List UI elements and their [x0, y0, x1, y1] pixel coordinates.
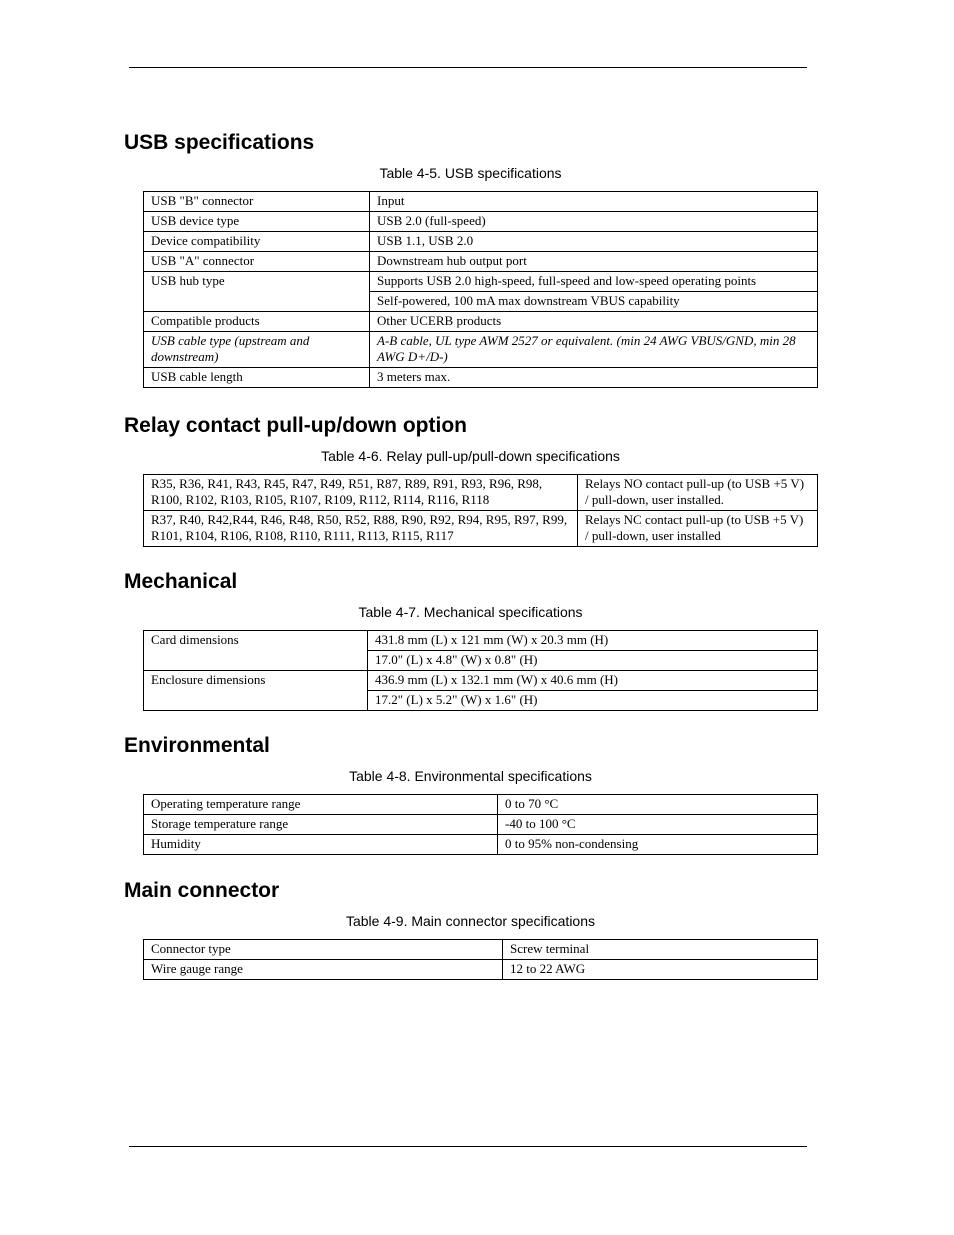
table-cell-value: Other UCERB products — [370, 312, 818, 332]
table-cell-label: Compatible products — [144, 312, 370, 332]
usb-specifications-table — [143, 191, 818, 388]
section-heading: USB specifications — [124, 131, 315, 154]
table-row — [144, 511, 818, 547]
table-row — [144, 368, 818, 388]
table-row — [144, 252, 818, 272]
section-heading: Mechanical — [124, 570, 238, 593]
table-row — [144, 835, 818, 855]
section-usb-specifications — [124, 131, 817, 384]
table-cell-label: Humidity — [144, 835, 498, 855]
table-cell-label: USB "B" connector — [144, 192, 370, 212]
table-cell-label: R37, R40, R42,R44, R46, R48, R50, R52, R88, R90, R92, R94, R95, R97, R99, R101, R104, R106, R108, R110, R111, R113, R115, R117 — [144, 511, 578, 547]
table-cell-value: 0 to 70 °C — [498, 795, 818, 815]
table-cell-value: 17.0" (L) x 4.8" (W) x 0.8" (H) — [368, 651, 818, 671]
section-environmental — [124, 734, 817, 851]
table-cell-label: Enclosure dimensions — [144, 671, 368, 711]
footer-rule — [129, 1146, 807, 1147]
main-connector-table — [143, 939, 818, 980]
table-caption: Table 4-7. Mechanical specifications — [358, 604, 583, 620]
section-mechanical — [124, 570, 817, 707]
table-cell-label: Connector type — [144, 940, 503, 960]
table-row — [144, 272, 818, 292]
section-heading: Relay contact pull-up/down option — [124, 414, 467, 437]
environmental-table — [143, 794, 818, 855]
table-row — [144, 960, 818, 980]
table-row — [144, 940, 818, 960]
section-relay-pull-up-down — [124, 414, 817, 543]
mechanical-table — [143, 630, 818, 711]
table-cell-value: 436.9 mm (L) x 132.1 mm (W) x 40.6 mm (H) — [368, 671, 818, 691]
table-cell-label: USB "A" connector — [144, 252, 370, 272]
table-cell-label: Wire gauge range — [144, 960, 503, 980]
table-cell-value: -40 to 100 °C — [498, 815, 818, 835]
header-rule — [129, 67, 807, 68]
relay-pull-up-down-table — [143, 474, 818, 547]
table-caption: Table 4-5. USB specifications — [379, 165, 562, 181]
table-cell-value: 17.2" (L) x 5.2" (W) x 1.6" (H) — [368, 691, 818, 711]
table-row — [144, 192, 818, 212]
table-row — [144, 475, 818, 511]
table-row — [144, 332, 818, 368]
table-cell-value: Input — [370, 192, 818, 212]
table-cell-value: A-B cable, UL type AWM 2527 or equivalent. (min 24 AWG VBUS/GND, min 28 AWG D+/D-) — [370, 332, 818, 368]
table-cell-value: Supports USB 2.0 high-speed, full-speed and low-speed operating points — [370, 272, 818, 292]
section-main-connector — [124, 879, 817, 976]
section-heading: Main connector — [124, 879, 280, 902]
table-cell-label: Device compatibility — [144, 232, 370, 252]
table-cell-value: Self-powered, 100 mA max downstream VBUS capability — [370, 292, 818, 312]
table-caption: Table 4-6. Relay pull-up/pull-down specifications — [321, 448, 620, 464]
table-cell-label: USB cable length — [144, 368, 370, 388]
table-cell-value: Screw terminal — [503, 940, 818, 960]
table-cell-label: USB device type — [144, 212, 370, 232]
section-heading: Environmental — [124, 734, 270, 757]
table-cell-value: Downstream hub output port — [370, 252, 818, 272]
table-cell-label: Operating temperature range — [144, 795, 498, 815]
table-row — [144, 212, 818, 232]
table-cell-value: 431.8 mm (L) x 121 mm (W) x 20.3 mm (H) — [368, 631, 818, 651]
table-row — [144, 671, 818, 691]
table-row — [144, 631, 818, 651]
table-row — [144, 795, 818, 815]
table-cell-value: 0 to 95% non-condensing — [498, 835, 818, 855]
table-cell-label: USB hub type — [144, 272, 370, 312]
table-row — [144, 312, 818, 332]
table-row — [144, 815, 818, 835]
table-cell-value: 12 to 22 AWG — [503, 960, 818, 980]
table-cell-value: Relays NO contact pull-up (to USB +5 V) / pull-down, user installed. — [578, 475, 818, 511]
table-caption: Table 4-8. Environmental specifications — [349, 768, 592, 784]
table-cell-label: Storage temperature range — [144, 815, 498, 835]
table-row — [144, 232, 818, 252]
table-cell-value: USB 2.0 (full-speed) — [370, 212, 818, 232]
table-cell-label: R35, R36, R41, R43, R45, R47, R49, R51, R87, R89, R91, R93, R96, R98, R100, R102, R103, R105, R107, R109, R112, R114, R116, R118 — [144, 475, 578, 511]
table-cell-value: USB 1.1, USB 2.0 — [370, 232, 818, 252]
table-cell-value: 3 meters max. — [370, 368, 818, 388]
table-cell-label: Card dimensions — [144, 631, 368, 671]
table-cell-value: Relays NC contact pull-up (to USB +5 V) / pull-down, user installed — [578, 511, 818, 547]
table-caption: Table 4-9. Main connector specifications — [345, 913, 596, 929]
table-cell-label: USB cable type (upstream and downstream) — [144, 332, 370, 368]
